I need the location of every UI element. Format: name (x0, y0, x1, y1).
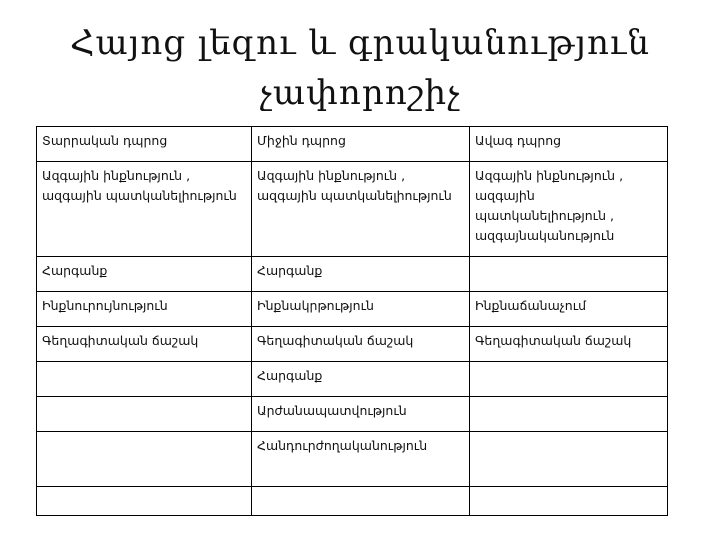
table-cell: Հարգանք (252, 257, 470, 292)
table-cell: Ինքնուրույնություն (37, 292, 252, 327)
table-cell (37, 362, 252, 397)
table-cell (252, 487, 470, 516)
table-row (37, 327, 668, 362)
table-cell: Ազգային ինքնություն , ազգային պատկանելիություն (37, 162, 252, 257)
header-cell-middle: Միջին դպրոց (252, 127, 470, 162)
table-cell: Ազգային ինքնություն , ազգային պատկանելիություն , ազգայնականություն (470, 162, 668, 257)
table-cell: Գեղագիտական ճաշակ (252, 327, 470, 362)
table-cell (37, 432, 252, 487)
table-cell: Գեղագիտական ճաշակ (470, 327, 668, 362)
table-cell: Արժանապատվություն (252, 397, 470, 432)
table-cell: Ազգային ինքնություն , ազգային պատկանելիություն (252, 162, 470, 257)
table-cell (470, 362, 668, 397)
table-cell: Ինքնաճանաչում (470, 292, 668, 327)
standards-table (36, 126, 668, 516)
table-row (37, 292, 668, 327)
table-row (37, 432, 668, 487)
header-cell-elementary: Տարրական դպրոց (37, 127, 252, 162)
table-cell (470, 432, 668, 487)
table-cell (470, 487, 668, 516)
table-row (37, 257, 668, 292)
table-cell: Հանդուրժողականություն (252, 432, 470, 487)
slide-title (40, 18, 680, 118)
table-cell (470, 397, 668, 432)
header-cell-high: Ավագ դպրոց (470, 127, 668, 162)
title-line-1: Հայոց լեզու և գրականություն (70, 23, 650, 63)
table-cell: Հարգանք (252, 362, 470, 397)
table-row (37, 362, 668, 397)
table-cell: Գեղագիտական ճաշակ (37, 327, 252, 362)
table-cell (37, 487, 252, 516)
table-cell: Հարգանք (37, 257, 252, 292)
table-cell (470, 257, 668, 292)
table-row (37, 487, 668, 516)
table-row (37, 162, 668, 257)
title-line-2: չափորոշիչ (259, 73, 461, 113)
table-header-row (37, 127, 668, 162)
table-cell (37, 397, 252, 432)
table-cell: Ինքնակրթություն (252, 292, 470, 327)
table-row (37, 397, 668, 432)
